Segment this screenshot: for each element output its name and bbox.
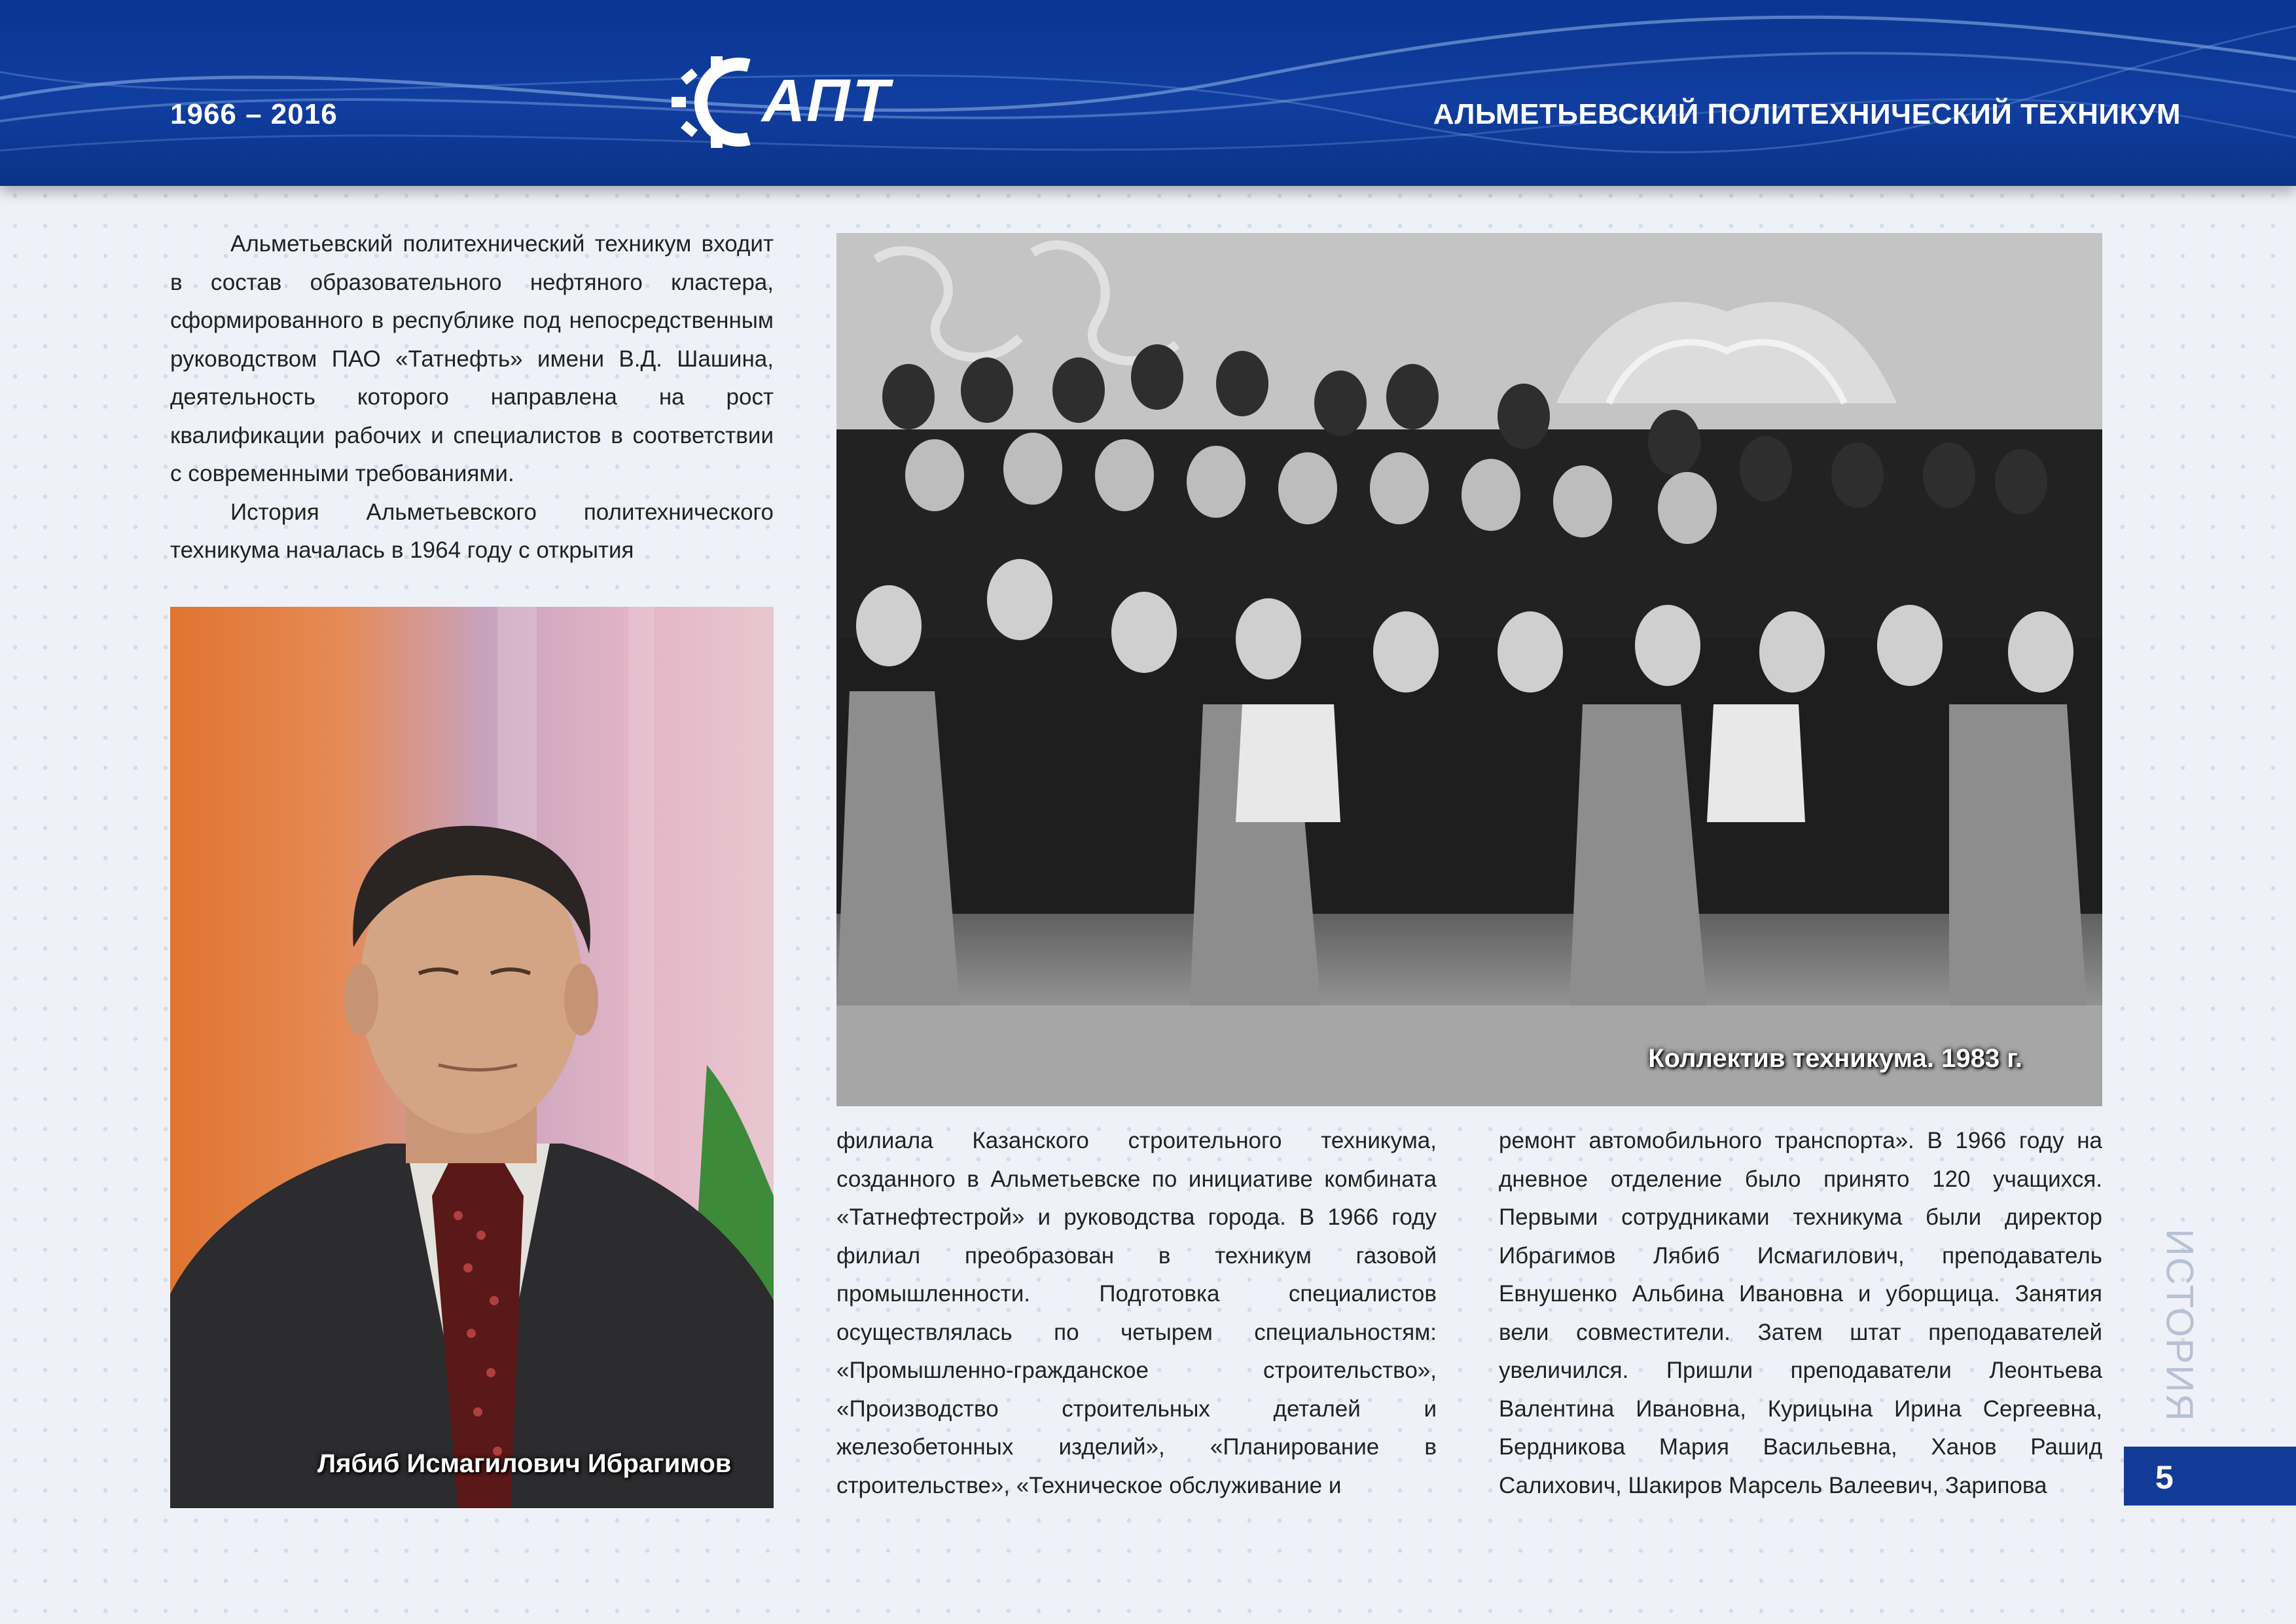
history-text-middle: филиала Казанского строительного техникума, созданного в Альметьевске по инициативе комбината «Татнефтестрой» и руководства города. В 1966 году филиал преобразован в техникум газовой промышленности. Подготовка специалистов осуществлялась по четырем специальностям: «Промышленно-гражданское строительство», «Производство строительных деталей и железобетонных изделий», «Планирование в строительстве», «Техническое обслуживание и bbox=[836, 1128, 1437, 1498]
intro-paragraph-2: История Альметьевского политехнического техникума началась в 1964 году с открытия bbox=[170, 499, 774, 563]
college-logo bbox=[670, 56, 932, 148]
section-label-text: ИСТОРИЯ bbox=[2158, 1229, 2201, 1422]
header-title: АЛЬМЕТЬЕВСКИЙ ПОЛИТЕХНИЧЕСКИЙ ТЕХНИКУМ bbox=[1433, 98, 2181, 130]
page-number-text: 5 bbox=[2155, 1459, 2174, 1496]
section-label bbox=[2160, 1227, 2199, 1424]
group-caption: Коллектив техникума. 1983 г. bbox=[1648, 1044, 2022, 1073]
portrait-caption: Лябиб Исмагилович Ибрагимов bbox=[317, 1449, 732, 1478]
logo-text: АПТ bbox=[762, 67, 892, 134]
history-text-right: ремонт автомобильного транспорта». В 1966 году на дневное отделение было принято 120 учащихся. Первыми сотрудниками техникума были директор Ибрагимов Лябиб Исмагилович, преподаватель Евнушенко Альбина Ивановна и уборщица. Занятия вели совместители. Затем штат преподавателей увеличился. Пришли преподаватели Леонтьева Валентина Ивановна, Курицына Ирина Сергеевна, Бердникова Мария Васильевна, Ханов Рашид Салихович, Шакиров Марсель Валеевич, Зарипова bbox=[1499, 1128, 2102, 1498]
intro-text bbox=[170, 225, 774, 570]
group-photo bbox=[836, 233, 2102, 1106]
page-number bbox=[2124, 1447, 2296, 1506]
intro-paragraph-1: Альметьевский политехнический техникум входит в состав образовательного нефтяного кластера, сформированного в республике под непосредственным руководством ПАО «Татнефть» имени В.Д. Шашина, деятельность которого направлена на рост квалификации рабочих и специалистов в соответствии с современными требованиями. bbox=[170, 231, 774, 486]
header-banner bbox=[0, 0, 2296, 186]
portrait-photo bbox=[170, 607, 774, 1508]
group-illustration bbox=[836, 233, 2102, 1106]
header-years: 1966 – 2016 bbox=[170, 98, 338, 130]
header-waves bbox=[0, 0, 2296, 186]
portrait-illustration bbox=[170, 607, 774, 1508]
